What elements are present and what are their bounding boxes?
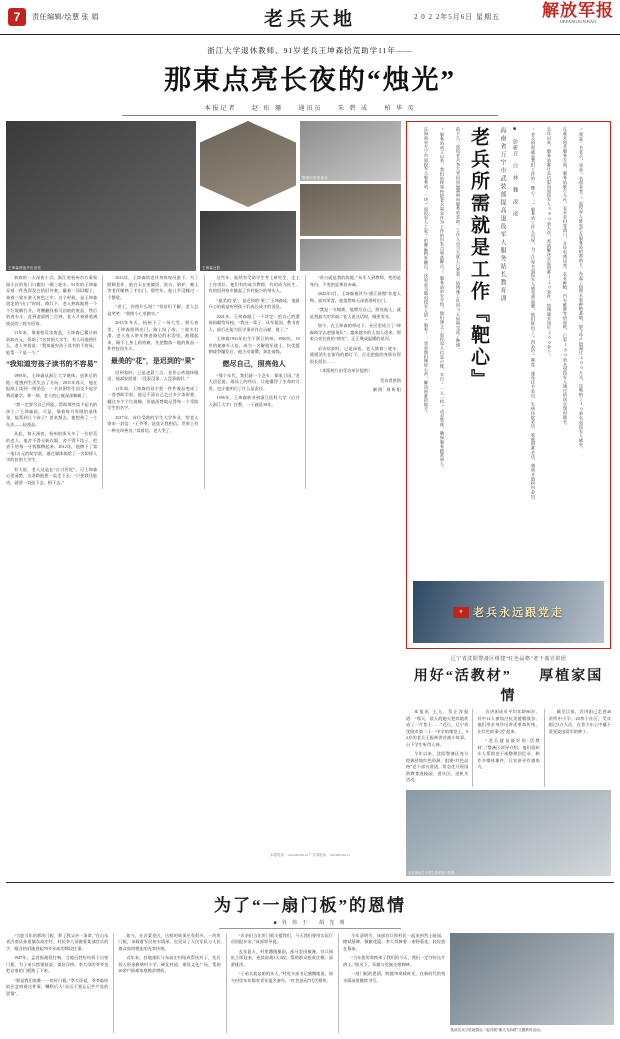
para: 采访结束时，已是深夜。老人推着三轮车，缓缓消失在街角的路灯下。灯光把他的身影拉得很长很长…… [309,345,401,364]
para: “讲台就是我的阵地。”从军人到教师，变的是身份，不变的是那份赤诚。 [309,275,401,287]
para: 回到家时，已是凌晨三点。老伴心疼地抹眼泪，他却安慰道：“没事没事，人没事就好。” [107,369,199,382]
masthead [0,0,620,35]
para: 去年夏天，村里遭遇暴雨，部分农田被淹。官兵闻讯立即赶来，连续奋战3天3夜，帮助群众抢收庄稼、清淤排涝。 [230,948,333,967]
feature-col-3: 前不久，退役老兵李大爷因房屋漏雨向服务站求助。工作人员当天就上门查看，协调施工队用3天时间完成了修缮。 [456,127,461,352]
feature-col-6: 在就业创业服务方面，服务站联合人社、农业农村等部门，开设电商运营、农业种植、汽车维修等培训班，已有180余名退役军人通过培训实现再就业。 [563,127,568,428]
lead-credit: 受访者供图 [380,377,401,383]
photo-tricycle [200,121,296,207]
para: 11年来，靠着拾荒卖废品，王坤森已累计捐款20万元，资助了7名贫困大学生。有人问他图什么，老人笑着说：“我知道穷孩子读书的不容易，能帮一个是一个。” [6,330,98,355]
lead-subhead-1: “我知道穷孩子读书的不容易” [6,360,98,368]
para: 本报讯 王飞、蔡正涛报道：“那天，敌人的炮火把阵地炸成了一片焦土……”近日，辽宁省沈阳市第二十一中学的课堂上，92岁的老兵王振林讲述战斗故事，台下学生听得入神。 [406,709,469,747]
feature-col-5: 去年以来，服务站累计走访慰问退役军人380余人次，帮助解决实际困难120余件，协调就业岗位260余个。 [547,127,552,359]
lead-column-2 [102,275,198,489]
party-emblem-icon: ★ [453,607,469,618]
bottom-byline [219,919,401,929]
para: “乡亲们当年用门板支援我们，今天我们要用实际行动回报乡亲。”该部领导说。 [230,932,333,944]
a3-col-2 [472,709,539,787]
lead-subhead-2: 最美的“花”，是迟到的“果” [110,356,195,365]
para: “老兵就是最好的‘活教材’。”警备区领导介绍，他们组织专人帮助老干部整理回忆录、制作多媒体课件，让宣讲更有感染力。 [477,738,540,769]
byline-3: 朱 碧 成 [338,106,370,112]
bot-col-3 [226,933,333,1033]
article-three-photo [406,790,611,876]
para: 1956年，王坤森转业到浙江医科大学（后并入浙江大学）任教，一干就是39年。 [208,395,300,407]
lead-byline [122,103,499,116]
bottom-byline-1: 胡 光 明 [319,920,347,926]
para: 宣讲团成员平均年龄86岁，其中12人参加过抗美援朝战争。他们用亲身经历讲述革命传统，让红色故事“活”起来。 [477,709,540,734]
byline-1: 赵 珩 珊 [251,106,283,112]
a3-col-3 [544,709,611,787]
byline-0: 本报记者 [204,106,237,112]
para: 近年来，驻地部队与东高庄村结成帮扶对子，先后投入资金修缮村小学、硬化村道、建设文化广场，帮助20余户困难家庭脱贫增收。 [118,955,221,973]
lead-shoulder-line: 浙江大学退休教师、91岁老兵王坤森拾荒助学11年—— [207,46,413,55]
bot-col-photo [450,933,614,1033]
feature-col-4: “老兵所需就是我们工作的‘靶心’。”服务站工作人员说，为了让每名退役军人感受到温暖，他们推出了“四必访”制度：逢年过节必访、生病住院必访、家庭困难必访、遇到矛盾纠纷必访。 [531,127,536,503]
bottom-article [0,883,620,1039]
para: “子弟兵就是咱的亲人。”村党支部书记感慨地说，如今村里年年都有青年报名参军，“红色基因”代代相传。 [230,971,333,983]
para: 如今，在王坤森的带动下，社区里成立了“坤森助学志愿服务队”，越来越多的人加入进来。那束点亮长夜的“烛光”，正汇聚成温暖的星河。 [309,323,401,341]
photo-montage [6,121,401,271]
page-footer: 本报电话：010-66720114 广告部电话：010-66720111 [270,853,350,857]
bottom-headline: 为了“一扇门板”的恩情 [214,895,406,915]
para: 有人说，老人这是在“自讨苦吃”。可王坤森心里清楚，这条路他要一直走下去。“只要我还能动，就要一直捡下去、捐下去。” [6,466,98,485]
feature-subtitle: 海南省万宁市武装部提高退役军人服务站长教育训 [499,127,505,303]
photo-donation [300,184,401,236]
lead-column-1 [6,275,97,489]
headline-right: 厚植家国情 [500,669,604,704]
para: 初春的一天深夜十点，浙江省杭州市万事家园小区的角门口搬出一辆三轮车。91岁的王坤森穿着一件洗得发白的旧外套，戴着一顶旧帽子，骑着三轮车驶入夜色之中。这个时候，是王坤森固定的“出工”时间。路灯下，老人熟练地将一个个垃圾桶打开，弯腰翻找着可回收的废品，然后装进车斗。直到凌晨两三点钟，老人才骑着装满废品的三轮车回家。 [6,275,98,326]
para: “当您当年的那块门板，救了我父亲一条命。”在山东省沂南县孙祖镇东高庄村，村民李大哥握着某部官兵的手，眼含热泪地讲起70多年前的那段往事。 [6,932,109,951]
photo-caption-2: 整理回收的废品 [302,176,328,180]
lead-article-header [0,35,620,116]
bot-col-4 [338,933,445,1033]
bottom-photo-caption: 某部官兵与驻地群众一起开展“重走支前路”主题教育活动。 [450,1027,544,1032]
para: 今年以来，沈阳警备区充分挖掘驻地红色资源，组建“红色品格”老干部宣讲团，常态化开展国防教育进校园、进社区、进机关活动。 [406,751,469,782]
para: 今年清明节，该部官兵和村民一起来到烈士陵园，擦拭墓碑、敬献花篮。李大哥捧着一束野菊花，轻轻放在墓前。 [342,932,446,951]
para: “我一定要尽自己所能，帮助那些读不起书的孩子。”王坤森说。可是，靠着每月有限的退休金，能帮到几个孩子？思来想去，他想到了一个办法——捡废品。 [6,402,98,427]
para: 王坤森1931年出生于浙江杭州。1950年，19岁的他参军入伍，成为一名解放军战士。抗美援朝战争爆发后，他主动请缨，奔赴前线。 [208,336,300,354]
section-title: 老兵天地 [263,8,357,30]
byline-4: 柏 华 英 [384,106,416,112]
byline-2: 通讯员 [298,106,323,112]
feature-inner [413,127,604,643]
article-three-photo-caption: 宣讲团成员为学生讲述战斗故事。 [408,870,458,875]
photo-night-scavenging [6,121,196,271]
para: “当年您用命换来了我们的今天，我们一定守好这片热土。”阳光下，军旗与党旗交相辉映。 [342,955,446,967]
para: （本版照片由受访单位提供） [317,368,373,373]
para: “最美的‘花’，是迟到的‘果’。”王坤森说，他最开心的就是听到孩子们成长成才的消息。 [208,297,300,309]
para: 这些年，陆续有受助学生考上研究生、走上工作岗位。他们有的成为教师，有的成为医生，有的回到家乡做起了乡村振兴的带头人。 [208,275,300,293]
left-zone [6,121,401,876]
lead-article-columns [6,275,401,489]
feature-banner-photo [413,581,604,643]
feature-col-2: “服务站成立以来，我们始终坚持把老兵需求作为工作的出发点和落脚点。”服务站站长介绍，他们建立了退役军人信息台账，实行“一人一档”动态管理，确保服务精准到人。 [440,127,445,471]
para: “我是一支蜡烛，能燃尽自己，照亮他人，就是我最大的幸福。”老人说这话时，眼里有光。 [309,307,401,319]
publication-date: 2 0 2 2年5月6日 星期五 [414,13,500,21]
main-body [0,121,620,876]
photo-extra [300,239,401,271]
para: “那个年代，我们就一个念头：保家卫国。”老人回忆说。战场上的经历，让他懂得了生命的可贵，也让他明白了什么是责任。 [208,372,300,391]
para: 截至目前，宣讲团已走进40余所中小学、20余个社区，受众超过3万人次，在青少年心中播下爱党爱国爱军的种子。 [548,709,611,734]
paper-name: 解放军报 [542,1,614,20]
lead-headline: 那束点亮长夜的“烛光” [164,65,456,95]
article-three-headline [406,665,611,705]
editor-credit: 责任编辑/绘慧 张 娟 [32,13,99,21]
lead-column-4 [305,275,401,489]
page-number: 7 [8,8,26,26]
para: 如今，在沂蒙老区，这样的故事还有很多。一块块门板，承载着军民鱼水情深，也见证了人民军队与人民群众血肉相连的光荣传统。 [118,932,221,951]
para: “那是我们家唯一一块好门板。”李大哥说，爷爷临终前还念叨着这件事，嘱咐后人“永远不要忘记共产党的恩情”。 [6,977,109,996]
lead-credit-2: 制 图：周 昕 阳 [372,387,401,392]
feature-author: ■ 彭新召 白 林 魏 凌 凌 [512,127,517,217]
bot-col-1 [6,933,108,1033]
paper-name-pinyin: JIEFANGJUN BAO [559,19,597,24]
photo-sorting [300,121,401,181]
para: 一扇门板的恩情，跨越70余载时光，在新时代的鱼水情深里继续书写。 [342,971,446,983]
lead-column-3 [204,275,300,489]
paper-logo [542,2,614,25]
para: 2021年，王坤森做了一个决定：把自己的遗体捐献给母校。“我这一辈子，从军报国、教书育人，最后还能为医学事业作点贡献，值了。” [208,313,300,332]
para: 2017年，首位受助的学生大学毕业，给老人寄来一封信：“王爷爷，是您让我相信，世界上有一种光叫善良。”读着信，老人哭了。 [107,414,199,433]
bot-col-2 [113,933,220,1033]
para: 11年间，王坤森用双手把一件件废品变成了一沓沓助学款。他记不清自己走过多少条街巷、翻过多少个垃圾桶，但他清楚地记得每一个受助学生的名字。 [107,385,199,411]
photo-soldiers-villagers [450,933,614,1025]
para: 2013年，王坤森的老伴身体每况愈下。为了照顾老伴，他白天在家做饭、洗衣、陪护，晚上等老伴睡熟了才出门。那些年，他几乎没睡过一个整觉。 [107,275,199,300]
article-three-columns [406,709,611,787]
bottom-byline-0: ■ 谷 伟 王 [273,920,310,926]
lead-subhead-3: 燃尽自己，照亮他人 [222,359,286,368]
right-zone [406,121,611,876]
feature-banner-text: 老兵永远跟党走 [473,607,564,619]
photo-caption-0: 王坤森深夜外出拾荒 [8,266,42,270]
para: 从此，每天深夜，杭州的街头多了一位拾荒的老人。他舍不得买新衣服，舍不得下馆子，把省下的每一分钱都攒起来。2012年，他攒下了第一笔1万元的助学款，通过媒体捐给了一名即将入学的贫困大学生。 [6,431,98,463]
feature-article [406,121,611,649]
para: “老王，你图什么呀？”邻居们不解。老人总是笑笑：“我图个心里踏实。” [107,304,199,316]
photo-caption-4: 王坤森近影 [202,266,221,270]
para: 1995年，王坤森从浙江大学离休。退休后的他一度感到生活失去了方向。2011年春天，他在报纸上读到一则消息：一名贫困学生因交不起学费而辍学。那一刻，老人的心被深深刺痛了。 [6,373,98,398]
bottom-columns [6,933,614,1033]
feature-col-1: 在海南省万宁市退役军人服务站，一块“退役军人之家”的牌匾格外醒目。这里是当地退役军人的“娘家”，也是他们倾诉心声、解决困难的地方。 [424,127,429,416]
article-three [406,655,611,876]
feature-title: 老兵所需就是工作『靶心』 [468,127,489,391]
para: 2022年3月，王坤森被评为“浙江骄傲”年度人物。面对荣誉，他依然每天深夜准时出门。 [309,291,401,303]
para: 1947年，孟良崮战役打响。当地百姓纷纷拆下自家门板，为子弟兵搭建担架、架设浮桥。李大哥的爷爷也把自家的门板卸了下来。 [6,955,109,973]
article-three-shoulder: 辽宁省沈阳警备区组建“红色品格”老干部宣讲团 [450,657,567,662]
feature-col-7: “我是一名老兵，也是一名创业者。”退役军人陈先生在服务站的帮助下，办起了热带水果种植基地，如今年产值超过200万元，还吸纳了10余名退役军人就业。 [579,127,584,452]
para: 2015年冬天，杭州下了一场大雪。那天夜里，王坤森照例出门。路上结了冰，三轮车打滑，老人连人带车摔进路边的水沟里。他爬起来，顾不上身上的疼痛，先把散落一地的废品一件件捡回车斗。 [107,320,199,351]
photo-portrait [200,211,296,271]
headline-left: 用好“活教材” [413,669,512,684]
a3-col-1 [406,709,468,787]
